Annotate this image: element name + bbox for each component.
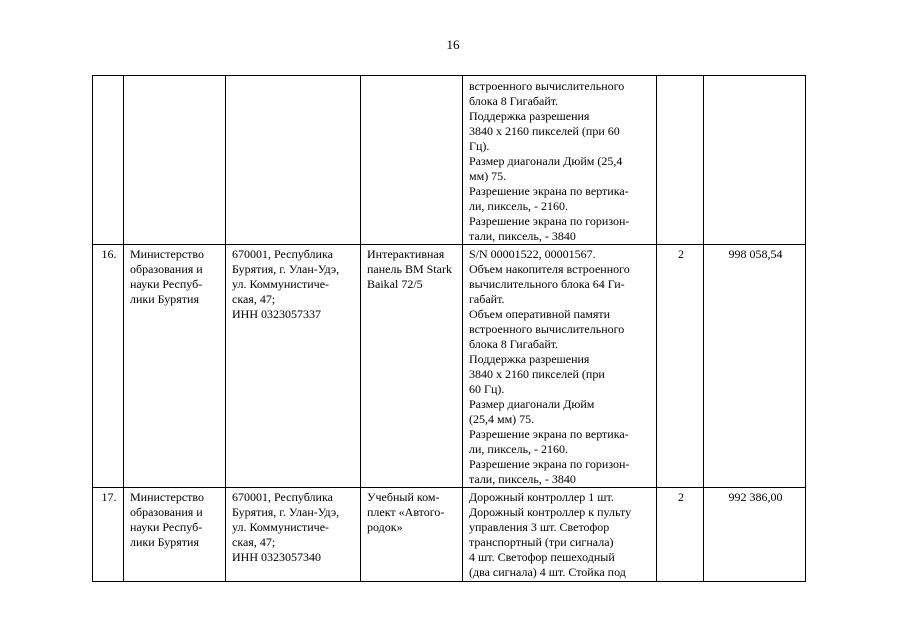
cell-line: 3840 х 2160 пикселей (при (469, 367, 605, 381)
cell-line: Министерство (130, 490, 204, 504)
cell-recipient (124, 76, 226, 245)
table-row (93, 245, 806, 488)
cell-line: ли, пиксель, - 2160. (469, 199, 569, 213)
cell-line: Дорожный контроллер к пульту (469, 505, 632, 519)
cell-line: образования и (130, 262, 203, 276)
cell-item (361, 488, 463, 582)
cell-line: ли, пиксель, - 2160. (469, 442, 569, 456)
cell-text: 998 058,54 (728, 247, 783, 261)
cell-sum (704, 76, 806, 245)
cell-specs (463, 488, 657, 582)
cell-item (361, 245, 463, 488)
page-number: 16 (446, 37, 460, 52)
cell-address (226, 76, 361, 245)
cell-specs (463, 76, 657, 245)
cell-line: 670001, Республика (232, 247, 333, 261)
table-row (93, 76, 806, 245)
cell-line: встроенного вычислительного (469, 322, 625, 336)
cell-line: Baikal 72/5 (367, 277, 423, 291)
cell-number (93, 488, 124, 582)
cell-line: ул. Коммунистиче- (232, 277, 330, 291)
cell-line: встроенного вычислительного (469, 79, 625, 93)
cell-line: Объем накопителя встроенного (469, 262, 630, 276)
cell-line: Гц). (469, 139, 490, 153)
cell-line: блока 8 Гигабайт. (469, 94, 559, 108)
cell-text: 16. (101, 247, 117, 261)
cell-line: мм) 75. (469, 169, 507, 183)
cell-line: транспортный (три сигнала) (469, 535, 614, 549)
cell-line: габайт. (469, 292, 505, 306)
cell-line: Бурятия, г. Улан-Удэ, (232, 505, 340, 519)
cell-line: ская, 47; (232, 292, 276, 306)
cell-line: 670001, Республика (232, 490, 333, 504)
cell-line: лики Бурятия (130, 292, 199, 306)
cell-line: управления 3 шт. Светофор (469, 520, 610, 534)
cell-text: 2 (678, 247, 684, 261)
cell-line: Бурятия, г. Улан-Удэ, (232, 262, 340, 276)
cell-text: 17. (101, 490, 117, 504)
cell-line: ская, 47; (232, 535, 276, 549)
cell-line: науки Респуб- (130, 520, 203, 534)
cell-quantity (657, 245, 704, 488)
cell-recipient (124, 488, 226, 582)
cell-line: 3840 х 2160 пикселей (при 60 (469, 124, 620, 138)
cell-text: 2 (678, 490, 684, 504)
cell-line: Поддержка разрешения (469, 109, 590, 123)
cell-line: ИНН 0323057340 (232, 550, 321, 564)
cell-line: Интерактивная (367, 247, 445, 261)
cell-line: науки Респуб- (130, 277, 203, 291)
cell-line: Разрешение экрана по вертика- (469, 184, 629, 198)
cell-item (361, 76, 463, 245)
cell-number (93, 76, 124, 245)
cell-specs (463, 245, 657, 488)
cell-text: 992 386,00 (728, 490, 783, 504)
cell-address (226, 245, 361, 488)
cell-line: Разрешение экрана по горизон- (469, 214, 630, 228)
cell-line: Министерство (130, 247, 204, 261)
cell-line: Учебный ком- (367, 490, 440, 504)
table-row (93, 488, 806, 582)
cell-line: S/N 00001522, 00001567. (469, 247, 596, 261)
cell-line: 60 Гц). (469, 382, 505, 396)
cell-line: Разрешение экрана по вертика- (469, 427, 629, 441)
cell-sum (704, 245, 806, 488)
cell-line: блока 8 Гигабайт. (469, 337, 559, 351)
cell-line: (два сигнала) 4 шт. Стойка под (469, 565, 626, 579)
cell-recipient (124, 245, 226, 488)
cell-line: 4 шт. Светофор пешеходный (469, 550, 615, 564)
cell-line: Объем оперативной памяти (469, 307, 611, 321)
cell-line: Разрешение экрана по горизон- (469, 457, 630, 471)
cell-line: вычислительного блока 64 Ги- (469, 277, 625, 291)
cell-number (93, 245, 124, 488)
cell-line: ИНН 0323057337 (232, 307, 321, 321)
cell-line: образования и (130, 505, 203, 519)
cell-sum (704, 488, 806, 582)
cell-quantity (657, 488, 704, 582)
cell-line: тали, пиксель, - 3840 (469, 229, 576, 243)
cell-line: родок» (367, 520, 403, 534)
cell-line: Размер диагонали Дюйм (25,4 (469, 154, 623, 168)
cell-line: Размер диагонали Дюйм (469, 397, 595, 411)
cell-line: тали, пиксель, - 3840 (469, 472, 576, 486)
cell-line: ул. Коммунистиче- (232, 520, 330, 534)
cell-line: Поддержка разрешения (469, 352, 590, 366)
cell-line: панель BM Stark (367, 262, 452, 276)
cell-quantity (657, 76, 704, 245)
registry-table (92, 75, 806, 582)
cell-address (226, 488, 361, 582)
cell-line: (25,4 мм) 75. (469, 412, 535, 426)
cell-line: лики Бурятия (130, 535, 199, 549)
cell-line: Дорожный контроллер 1 шт. (469, 490, 614, 504)
cell-line: плект «Автого- (367, 505, 445, 519)
